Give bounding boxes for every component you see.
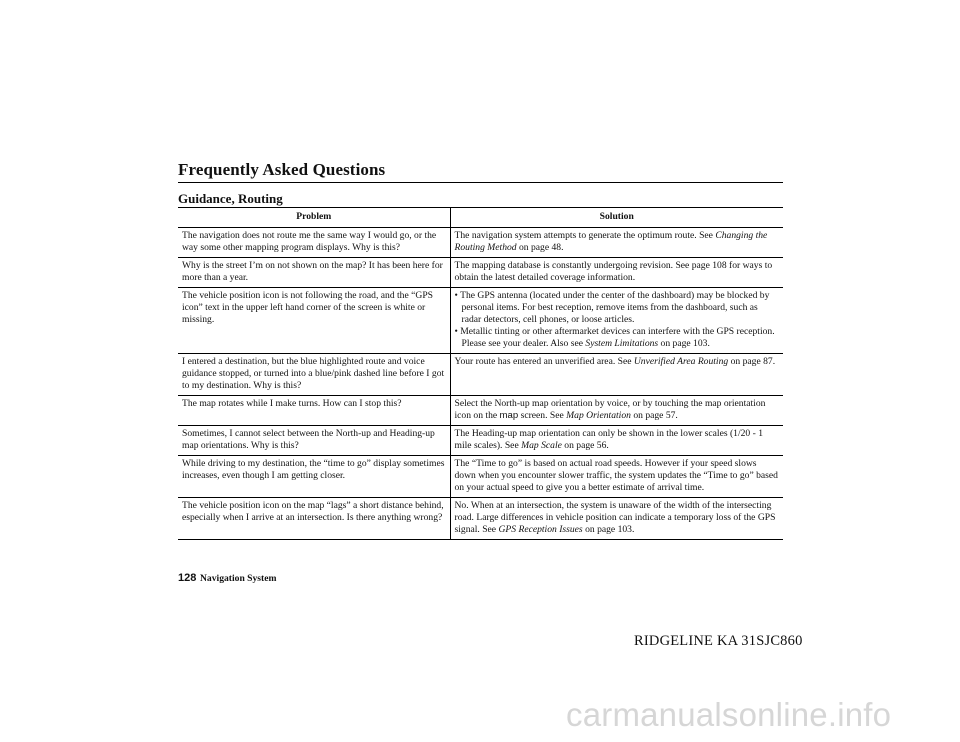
problem-cell: I entered a destination, but the blue highlighted route and voice guidance stopped, or turned into a blue/pink dashed line before I got to my destination. Why is this? — [178, 354, 450, 396]
solution-cell — [450, 288, 783, 354]
page-title: Frequently Asked Questions — [178, 160, 386, 179]
solution-cell — [450, 498, 783, 540]
solution-text: The Heading-up map orientation can only be shown in the lower scales (1/20 - 1 mile scales). See — [454, 428, 764, 451]
table-row — [178, 396, 783, 426]
header-problem: Problem — [178, 208, 450, 228]
solution-text: on page 87. — [728, 356, 776, 367]
page-reference-link[interactable]: GPS Reception Issues — [498, 524, 583, 535]
document-code: RIDGELINE KA 31SJC860 — [634, 633, 803, 649]
solution-cell — [450, 396, 783, 426]
page-reference-link[interactable]: Map Scale — [521, 440, 562, 451]
table-row — [178, 228, 783, 258]
solution-text: screen. See — [518, 410, 567, 421]
page-number: 128 — [178, 572, 197, 584]
solution-cell — [450, 258, 783, 288]
problem-cell: The map rotates while I make turns. How can I stop this? — [178, 396, 450, 426]
faq-table — [178, 207, 783, 540]
solution-text: Your route has entered an unverified area. See — [454, 356, 634, 367]
title-rule — [178, 182, 783, 183]
solution-text: The “Time to go” is based on actual road speeds. However if your speed slows down when you encounter slower traffic, the system updates the “Time to go” based on your actual speed to give you a better estimate of arrival time. — [454, 458, 778, 493]
solution-bullet: • The GPS antenna (located under the center of the dashboard) may be blocked by personal items. For best reception, remove items from the dashboard, such as radar detectors, cell phones, or loose articles. — [454, 290, 770, 325]
solution-bullet — [455, 326, 780, 350]
solution-text: on page 103. — [582, 524, 635, 535]
screen-name-keyword: map — [499, 410, 519, 421]
page-reference-link[interactable]: System Limitations — [585, 338, 659, 349]
section-title: Guidance, Routing — [178, 191, 283, 206]
table-row — [178, 288, 783, 354]
solution-text: The mapping database is constantly undergoing revision. See page 108 for ways to obtain the latest detailed coverage information. — [454, 260, 773, 283]
solution-cell — [450, 354, 783, 396]
solution-cell — [450, 456, 783, 498]
solution-cell — [450, 228, 783, 258]
solution-cell — [450, 426, 783, 456]
page-reference-link[interactable]: Unverified Area Routing — [633, 356, 729, 367]
table-row — [178, 426, 783, 456]
table-row — [178, 456, 783, 498]
problem-cell: Why is the street I’m on not shown on the map? It has been here for more than a year. — [178, 258, 450, 288]
solution-text: on page 56. — [561, 440, 609, 451]
solution-text: on page 48. — [516, 242, 564, 253]
table-row — [178, 258, 783, 288]
solution-text: No. When at an intersection, the system is unaware of the width of the intersecting road. Large differences in vehicle position can indicate a temporary loss of the GPS signal. See — [454, 500, 776, 535]
solution-text: on page 103. — [658, 338, 710, 349]
footer-label: Navigation System — [200, 573, 277, 584]
watermark: carmanualsonline.info — [566, 696, 892, 733]
header-solution: Solution — [450, 208, 783, 228]
page-reference-link[interactable]: Changing the Routing Method — [454, 230, 768, 253]
problem-cell: The navigation does not route me the same way I would go, or the way some other mapping program displays. Why is this? — [178, 228, 450, 258]
table-row — [178, 498, 783, 540]
problem-cell: Sometimes, I cannot select between the North-up and Heading-up map orientations. Why is this? — [178, 426, 450, 456]
table-row — [178, 354, 783, 396]
problem-cell: The vehicle position icon is not following the road, and the “GPS icon” text in the upper left hand corner of the screen is white or missing. — [178, 288, 450, 354]
solution-text: on page 57. — [630, 410, 678, 421]
table-header-row — [178, 208, 783, 228]
problem-cell: The vehicle position icon on the map “lags” a short distance behind, especially when I arrive at an intersection. Is there anything wrong? — [178, 498, 450, 540]
problem-cell: While driving to my destination, the “time to go” display sometimes increases, even though I am getting closer. — [178, 456, 450, 498]
page-reference-link[interactable]: Map Orientation — [566, 410, 631, 421]
solution-text: Select the North-up map orientation by voice, or by touching the map orientation icon on the — [454, 398, 766, 421]
solution-text: • Metallic tinting or other aftermarket devices can interfere with the GPS reception. Please see your dealer. Also see — [454, 326, 775, 349]
solution-text: The navigation system attempts to generate the optimum route. See — [454, 230, 716, 241]
